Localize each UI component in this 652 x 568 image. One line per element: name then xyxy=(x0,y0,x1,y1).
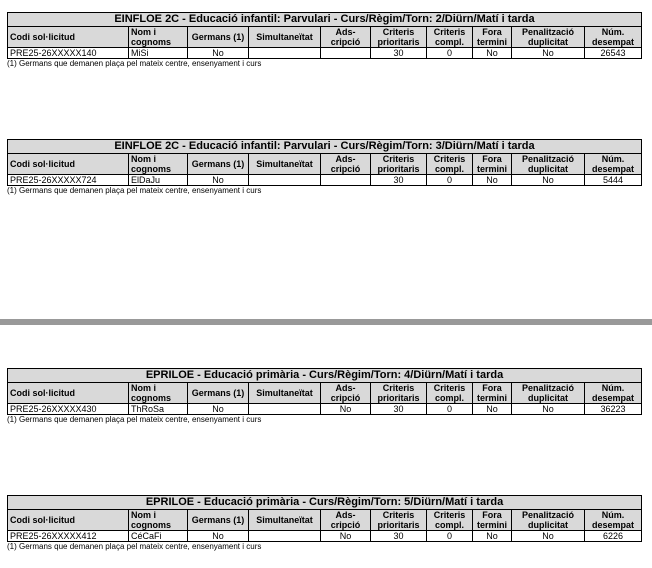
table xyxy=(7,368,642,415)
cell-codi: PRE25-26XXXXX412 xyxy=(8,531,129,542)
cell-nom: MiSi xyxy=(129,48,188,59)
cell-penalitzacio: No xyxy=(512,48,585,59)
cell-num-desempat: 6226 xyxy=(585,531,642,542)
col-codi: Codi sol·licitud xyxy=(8,510,129,531)
table-row xyxy=(8,175,642,186)
table xyxy=(7,139,642,186)
col-penalitzacio: Penalització duplicitat xyxy=(512,27,585,48)
col-criteris-prioritaris: Criteris prioritaris xyxy=(371,27,427,48)
cell-penalitzacio: No xyxy=(512,531,585,542)
cell-criteris-compl: 0 xyxy=(427,531,473,542)
col-simultaneitat: Simultaneïtat xyxy=(249,383,321,404)
footnote: (1) Germans que demanen plaça pel mateix centre, ensenyament i curs xyxy=(7,415,262,424)
col-num-desempat: Núm. desempat xyxy=(585,510,642,531)
cell-fora-termini: No xyxy=(473,175,512,186)
cell-germans: No xyxy=(188,175,249,186)
col-nom: Nom i cognoms xyxy=(129,510,188,531)
table xyxy=(7,12,642,59)
table-row xyxy=(8,531,642,542)
col-fora-termini: Fora termini xyxy=(473,154,512,175)
col-codi: Codi sol·licitud xyxy=(8,27,129,48)
cell-simultaneitat xyxy=(249,404,321,415)
col-fora-termini: Fora termini xyxy=(473,383,512,404)
col-num-desempat: Núm. desempat xyxy=(585,383,642,404)
col-criteris-compl: Criteris compl. xyxy=(427,383,473,404)
cell-simultaneitat xyxy=(249,48,321,59)
col-simultaneitat: Simultaneïtat xyxy=(249,154,321,175)
col-criteris-compl: Criteris compl. xyxy=(427,154,473,175)
footnote: (1) Germans que demanen plaça pel mateix centre, ensenyament i curs xyxy=(7,59,262,68)
cell-criteris-compl: 0 xyxy=(427,175,473,186)
cell-adscripcio xyxy=(321,48,371,59)
cell-codi: PRE25-26XXXXX140 xyxy=(8,48,129,59)
cell-fora-termini: No xyxy=(473,531,512,542)
col-nom: Nom i cognoms xyxy=(129,383,188,404)
col-nom: Nom i cognoms xyxy=(129,27,188,48)
col-nom: Nom i cognoms xyxy=(129,154,188,175)
col-criteris-prioritaris: Criteris prioritaris xyxy=(371,510,427,531)
col-adscripcio: Ads-cripció xyxy=(321,510,371,531)
col-fora-termini: Fora termini xyxy=(473,510,512,531)
cell-criteris-compl: 0 xyxy=(427,48,473,59)
cell-codi: PRE25-26XXXXX724 xyxy=(8,175,129,186)
cell-criteris-prioritaris: 30 xyxy=(371,531,427,542)
col-fora-termini: Fora termini xyxy=(473,27,512,48)
cell-fora-termini: No xyxy=(473,48,512,59)
table-title: EINFLOE 2C - Educació infantil: Parvulari - Curs/Règim/Torn: 3/Diürn/Matí i tarda xyxy=(8,140,642,154)
table-row xyxy=(8,48,642,59)
col-simultaneitat: Simultaneïtat xyxy=(249,27,321,48)
cell-nom: ThRoSa xyxy=(129,404,188,415)
col-codi: Codi sol·licitud xyxy=(8,154,129,175)
col-criteris-prioritaris: Criteris prioritaris xyxy=(371,383,427,404)
cell-nom: ElDaJu xyxy=(129,175,188,186)
table-title: EINFLOE 2C - Educació infantil: Parvulari - Curs/Règim/Torn: 2/Diürn/Matí i tarda xyxy=(8,13,642,27)
admission-table-4 xyxy=(7,495,641,552)
col-criteris-compl: Criteris compl. xyxy=(427,27,473,48)
col-adscripcio: Ads-cripció xyxy=(321,383,371,404)
table-title: EPRILOE - Educació primària - Curs/Règim/Torn: 4/Diürn/Matí i tarda xyxy=(8,369,642,383)
footnote: (1) Germans que demanen plaça pel mateix centre, ensenyament i curs xyxy=(7,542,262,551)
table-row xyxy=(8,404,642,415)
cell-num-desempat: 36223 xyxy=(585,404,642,415)
cell-criteris-prioritaris: 30 xyxy=(371,404,427,415)
cell-num-desempat: 26543 xyxy=(585,48,642,59)
col-num-desempat: Núm. desempat xyxy=(585,27,642,48)
col-simultaneitat: Simultaneïtat xyxy=(249,510,321,531)
col-adscripcio: Ads-cripció xyxy=(321,27,371,48)
col-adscripcio: Ads-cripció xyxy=(321,154,371,175)
cell-adscripcio xyxy=(321,175,371,186)
cell-codi: PRE25-26XXXXX430 xyxy=(8,404,129,415)
cell-criteris-prioritaris: 30 xyxy=(371,48,427,59)
col-num-desempat: Núm. desempat xyxy=(585,154,642,175)
col-germans: Germans (1) xyxy=(188,27,249,48)
table-title: EPRILOE - Educació primària - Curs/Règim/Torn: 5/Diürn/Matí i tarda xyxy=(8,496,642,510)
cell-adscripcio: No xyxy=(321,404,371,415)
admission-table-2 xyxy=(7,139,641,196)
cell-penalitzacio: No xyxy=(512,175,585,186)
cell-nom: CéCaFi xyxy=(129,531,188,542)
table xyxy=(7,495,642,542)
cell-criteris-prioritaris: 30 xyxy=(371,175,427,186)
col-criteris-compl: Criteris compl. xyxy=(427,510,473,531)
cell-penalitzacio: No xyxy=(512,404,585,415)
cell-simultaneitat xyxy=(249,175,321,186)
col-criteris-prioritaris: Criteris prioritaris xyxy=(371,154,427,175)
cell-germans: No xyxy=(188,531,249,542)
page-divider xyxy=(0,319,652,325)
cell-fora-termini: No xyxy=(473,404,512,415)
col-codi: Codi sol·licitud xyxy=(8,383,129,404)
cell-germans: No xyxy=(188,404,249,415)
col-germans: Germans (1) xyxy=(188,510,249,531)
cell-germans: No xyxy=(188,48,249,59)
col-penalitzacio: Penalització duplicitat xyxy=(512,383,585,404)
footnote: (1) Germans que demanen plaça pel mateix centre, ensenyament i curs xyxy=(7,186,262,195)
admission-table-3 xyxy=(7,368,641,425)
col-penalitzacio: Penalització duplicitat xyxy=(512,510,585,531)
cell-criteris-compl: 0 xyxy=(427,404,473,415)
col-germans: Germans (1) xyxy=(188,154,249,175)
col-germans: Germans (1) xyxy=(188,383,249,404)
cell-num-desempat: 5444 xyxy=(585,175,642,186)
cell-simultaneitat xyxy=(249,531,321,542)
col-penalitzacio: Penalització duplicitat xyxy=(512,154,585,175)
admission-table-1 xyxy=(7,12,641,69)
cell-adscripcio: No xyxy=(321,531,371,542)
